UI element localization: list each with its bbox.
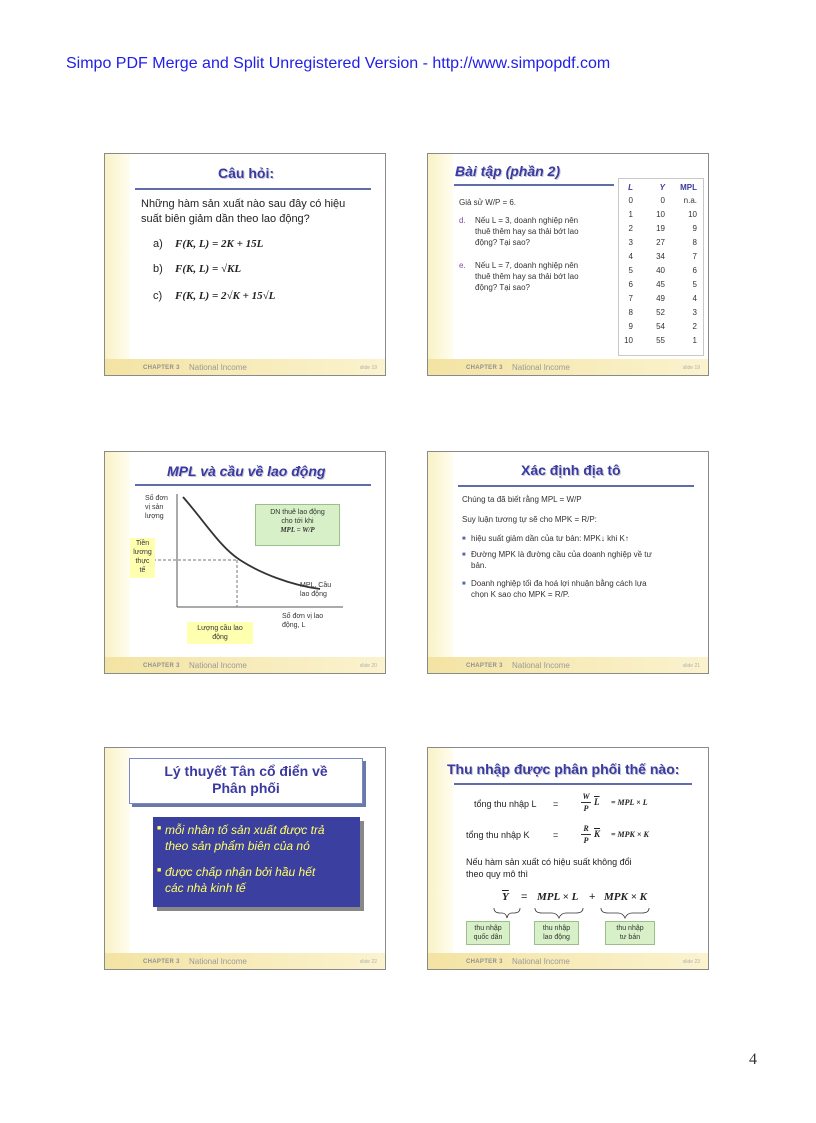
table-cell: 6: [692, 266, 697, 275]
option-c-label: c): [153, 290, 163, 302]
table-cell: 3: [628, 238, 633, 247]
item-d-label: d.: [459, 216, 466, 225]
title-rule: [458, 485, 694, 487]
brace-y: [494, 908, 520, 918]
crs-line-2: theo quy mô thì: [466, 869, 529, 879]
footer-chapter: CHAPTER 3: [466, 663, 503, 669]
slide-income-distribution: [427, 747, 709, 970]
bullet-text: Doanh nghiệp tối đa hoá lợi nhuận bằng cách lựa: [471, 579, 647, 588]
bullet-icon: ■: [462, 552, 466, 558]
labor-demand-box: Lượng cầu lao động: [187, 622, 253, 644]
mpl-table: [618, 178, 704, 356]
table-cell: 4: [692, 294, 697, 303]
table-cell: 3: [692, 308, 697, 317]
bullet-box: [153, 817, 360, 907]
footer-slide-number: slide 20: [359, 663, 377, 669]
table-header: L: [628, 183, 633, 192]
table-cell: 27: [656, 238, 665, 247]
footer-slide-number: slide 21: [682, 663, 700, 669]
bullet-text: bản.: [471, 561, 487, 570]
question-line-2: suất biên giảm dần theo lao động?: [141, 213, 310, 225]
option-b-formula: F(K, L) = √KL: [175, 263, 242, 275]
option-a-label: a): [153, 238, 163, 250]
table-cell: 2: [692, 322, 697, 331]
national-income-box: thu nhập quốc dân: [466, 921, 510, 945]
table-cell: 34: [656, 252, 665, 261]
table-cell: 7: [692, 252, 697, 261]
table-cell: 45: [656, 280, 665, 289]
known-line: Chúng ta đã biết rằng MPL = W/P: [462, 495, 582, 504]
slide-question: [104, 153, 386, 376]
table-cell: 1: [628, 210, 633, 219]
item-e-line: động? Tại sao?: [475, 283, 531, 292]
footer-topic: National Income: [189, 957, 247, 966]
labor-var: $\overline{L}$: [594, 797, 600, 807]
bullet-text: hiệu suất giảm dần của tư bản: MPK↓ khi K↑: [471, 534, 629, 543]
table-cell: 7: [628, 294, 633, 303]
table-cell: 9: [628, 322, 633, 331]
slide-title: Thu nhập được phân phối thế nào:: [447, 761, 680, 777]
real-wage-box: Tiền lương thực tế: [130, 538, 155, 578]
footer-topic: National Income: [189, 661, 247, 670]
item-d-line: thuê thêm hay sa thải bớt lao: [475, 227, 579, 236]
title-box: [129, 758, 363, 804]
bullet-icon: ■: [157, 867, 162, 874]
footer-slide-number: slide 19: [682, 365, 700, 371]
slide-side-band: [105, 154, 130, 375]
bullet-text: mỗi nhân tố sản xuất được trả theo sản phẩm biên của nó: [165, 823, 325, 853]
option-c-formula: F(K, L) = 2√K + 15√L: [175, 290, 276, 302]
title-rule: [454, 184, 614, 186]
table-cell: 4: [628, 252, 633, 261]
title-rule: [135, 188, 371, 190]
slide-neoclassical: [104, 747, 386, 970]
table-cell: 40: [656, 266, 665, 275]
bullet-text: chọn K sao cho MPK = R/P.: [471, 590, 570, 599]
title-line-2: Phân phối: [212, 780, 280, 796]
table-cell: 5: [692, 280, 697, 289]
capital-rhs: = MPK × K: [611, 830, 649, 839]
slide-exercise: [427, 153, 709, 376]
table-cell: 10: [656, 210, 665, 219]
table-cell: 0: [660, 196, 665, 205]
footer-topic: National Income: [189, 363, 247, 372]
watermark-text[interactable]: Simpo PDF Merge and Split Unregistered Version - http://www.simpopdf.com: [66, 55, 611, 72]
table-cell: 2: [628, 224, 633, 233]
bullet-icon: ■: [157, 825, 162, 832]
footer-topic: National Income: [512, 957, 570, 966]
table-cell: 52: [656, 308, 665, 317]
item-e-line: Nếu L = 7, doanh nghiệp nên: [475, 261, 579, 270]
option-a-formula: F(K, L) = 2K + 15L: [175, 238, 264, 250]
item-d-line: Nếu L = 3, doanh nghiệp nên: [475, 216, 579, 225]
slide-title: Câu hỏi:: [218, 165, 274, 181]
footer-slide-number: slide 23: [682, 959, 700, 965]
table-cell: 8: [628, 308, 633, 317]
footer-topic: National Income: [512, 661, 570, 670]
equals-sign: =: [553, 830, 559, 840]
hire-rule-box: DN thuê lao động cho tới khi MPL = W/P: [255, 504, 340, 546]
identity-equals: =: [521, 891, 528, 903]
footer-chapter: CHAPTER 3: [466, 365, 503, 371]
labor-rhs: = MPL × L: [611, 798, 648, 807]
bullet-text: được chấp nhận bởi hầu hết các nhà kinh tế: [165, 865, 316, 895]
footer-slide-number: slide 19: [359, 365, 377, 371]
table-cell: 54: [656, 322, 665, 331]
page-number: 4: [749, 1051, 757, 1068]
slide-rent: [427, 451, 709, 674]
slide-side-band: [428, 154, 453, 375]
table-cell: 9: [692, 224, 697, 233]
footer-chapter: CHAPTER 3: [143, 959, 180, 965]
slide-title: Bài tập (phần 2): [455, 163, 561, 179]
footer-topic: National Income: [512, 363, 570, 372]
labor-income-box: thu nhập lao động: [534, 921, 579, 945]
slide-title: MPL và cầu về lao động: [167, 463, 326, 479]
x-axis-label: Số đơn vị lao động, L: [282, 613, 324, 629]
capital-income-box: thu nhập tư bản: [605, 921, 655, 945]
item-d-line: động? Tại sao?: [475, 238, 531, 247]
table-cell: 5: [628, 266, 633, 275]
table-cell: 19: [656, 224, 665, 233]
capital-income-label: tổng thu nhập K: [466, 830, 530, 840]
title-line-1: Lý thuyết Tân cổ điển về: [164, 763, 328, 779]
bullet-text: Đường MPK là đường cầu của doanh nghiệp về tư: [471, 550, 652, 559]
bullet-icon: ■: [462, 581, 466, 587]
table-cell: 1: [692, 336, 697, 345]
table-cell: n.a.: [683, 196, 697, 205]
brace-capital: [601, 908, 649, 918]
item-e-label: e.: [459, 261, 466, 270]
question-line-1: Những hàm sản xuất nào sau đây có hiệu: [141, 198, 346, 210]
identity-mpl-term: MPL × L: [537, 891, 579, 903]
table-cell: 6: [628, 280, 633, 289]
identity-y: $\overline{Y}$: [502, 891, 509, 903]
table-cell: 0: [628, 196, 633, 205]
footer-chapter: CHAPTER 3: [143, 365, 180, 371]
item-e-line: thuê thêm hay sa thải bớt lao: [475, 272, 579, 281]
equals-sign: =: [553, 799, 559, 809]
w-over-p: W P: [582, 792, 590, 813]
table-header: MPL: [680, 183, 697, 192]
table-cell: 10: [624, 336, 633, 345]
capital-var: $\overline{K}$: [594, 829, 601, 839]
table-cell: 55: [656, 336, 665, 345]
crs-line-1: Nếu hàm sản xuất có hiệu suất không đổi: [466, 857, 632, 867]
slide-side-band: [105, 748, 130, 969]
given-line: Giả sử W/P = 6.: [459, 198, 517, 207]
slide-title: Xác định địa tô: [521, 462, 621, 478]
footer-slide-number: slide 22: [359, 959, 377, 965]
brace-labor: [535, 908, 583, 918]
option-b-label: b): [153, 263, 163, 275]
curve-label: MPL, Cầu lao động: [300, 582, 332, 598]
slide-mpl-demand: [104, 451, 386, 674]
footer-chapter: CHAPTER 3: [143, 663, 180, 669]
identity-mpk-term: MPK × K: [604, 891, 647, 903]
r-over-p: R P: [581, 823, 591, 846]
table-cell: 10: [688, 210, 697, 219]
analogy-line: Suy luận tương tự sẽ cho MPK = R/P:: [462, 515, 597, 524]
bullet-icon: ■: [462, 536, 466, 542]
identity-plus: +: [589, 891, 596, 903]
labor-income-label: tổng thu nhập L: [474, 799, 537, 809]
y-axis-label: Số đơn vị sản lượng: [145, 495, 168, 520]
table-cell: 49: [656, 294, 665, 303]
slide-side-band: [428, 452, 453, 673]
table-header: Y: [659, 183, 665, 192]
table-cell: 8: [692, 238, 697, 247]
footer-chapter: CHAPTER 3: [466, 959, 503, 965]
